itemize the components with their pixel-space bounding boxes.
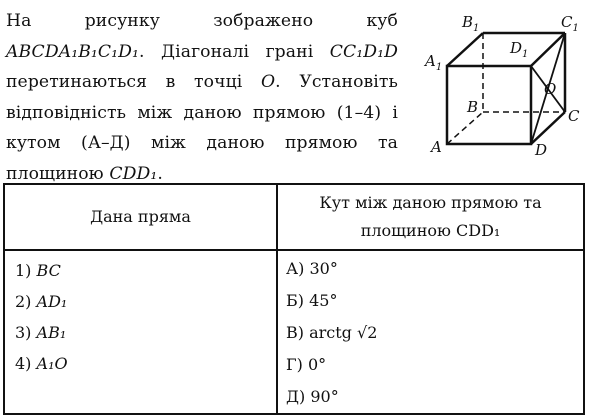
cube-label-a1: $A_1$ bbox=[425, 52, 443, 73]
word-na: На bbox=[6, 11, 32, 31]
matching-table bbox=[3, 183, 585, 415]
instruction-text: Установіть відповідність між даною прямою (1–4) і кутом (А–Д) між даною прямою та площиною bbox=[6, 72, 398, 184]
cube-edge-a1b1 bbox=[447, 33, 483, 66]
lines-cell bbox=[4, 250, 277, 414]
cube-name: ABCDA₁B₁C₁D₁ bbox=[6, 41, 140, 62]
header-angle-line2: площиною CDD₁ bbox=[360, 221, 501, 240]
list-item: Б) 45° bbox=[286, 291, 338, 310]
cube-label-c1: $C_1$ bbox=[561, 13, 579, 34]
cube-label-b: B bbox=[467, 98, 479, 116]
header-angle bbox=[277, 184, 584, 250]
cube-label-c: C bbox=[568, 107, 580, 125]
cube-label-b1: $B_1$ bbox=[462, 13, 480, 34]
cube-front-face bbox=[447, 66, 531, 144]
header-angle-line1: Кут між даною прямою та bbox=[319, 193, 542, 212]
point-name: O bbox=[260, 72, 276, 92]
cube-hidden-edge-ab bbox=[447, 112, 483, 144]
cube-label-o: O bbox=[544, 80, 557, 98]
list-item: 4) A₁O bbox=[15, 354, 68, 373]
cube-label-d1: $D_1$ bbox=[510, 39, 529, 60]
word-rysunku: рисунку bbox=[84, 11, 160, 31]
word-kub: куб bbox=[366, 11, 398, 31]
table-header-row bbox=[4, 184, 584, 250]
face-name: CC₁D₁D bbox=[329, 41, 398, 62]
list-item: Д) 90° bbox=[286, 387, 339, 406]
header-given-line: Дана пряма bbox=[4, 184, 277, 250]
cube-diagram bbox=[0, 0, 589, 180]
plane-name: CDD₁ bbox=[109, 163, 158, 184]
problem-line-2: ABCDA₁B₁C₁D₁. Діагоналі грані CC₁D₁D перетинаються в точці O. Установіть відповідність між даною прямою (1–4) і кутом (А–Д) між даною прямою та площиною CDD₁. bbox=[6, 41, 398, 184]
list-item: 2) AD₁ bbox=[15, 292, 68, 311]
list-item: В) arctg √2 bbox=[286, 323, 378, 342]
list-item: 3) AB₁ bbox=[15, 323, 67, 342]
cube-label-d: D bbox=[535, 141, 548, 159]
word-zobrazheno: зображено bbox=[213, 11, 314, 31]
intersect-text: перетинаються в точці bbox=[6, 72, 243, 92]
table-body-row bbox=[4, 250, 584, 414]
list-item: Г) 0° bbox=[286, 355, 327, 374]
angles-cell bbox=[277, 250, 584, 414]
cube-label-a: A bbox=[431, 138, 442, 156]
list-item: А) 30° bbox=[286, 259, 338, 278]
angles-list bbox=[278, 251, 583, 413]
lines-list bbox=[5, 251, 276, 379]
diagonals-text: Діагоналі грані bbox=[161, 41, 314, 62]
list-item: 1) BC bbox=[15, 261, 61, 280]
